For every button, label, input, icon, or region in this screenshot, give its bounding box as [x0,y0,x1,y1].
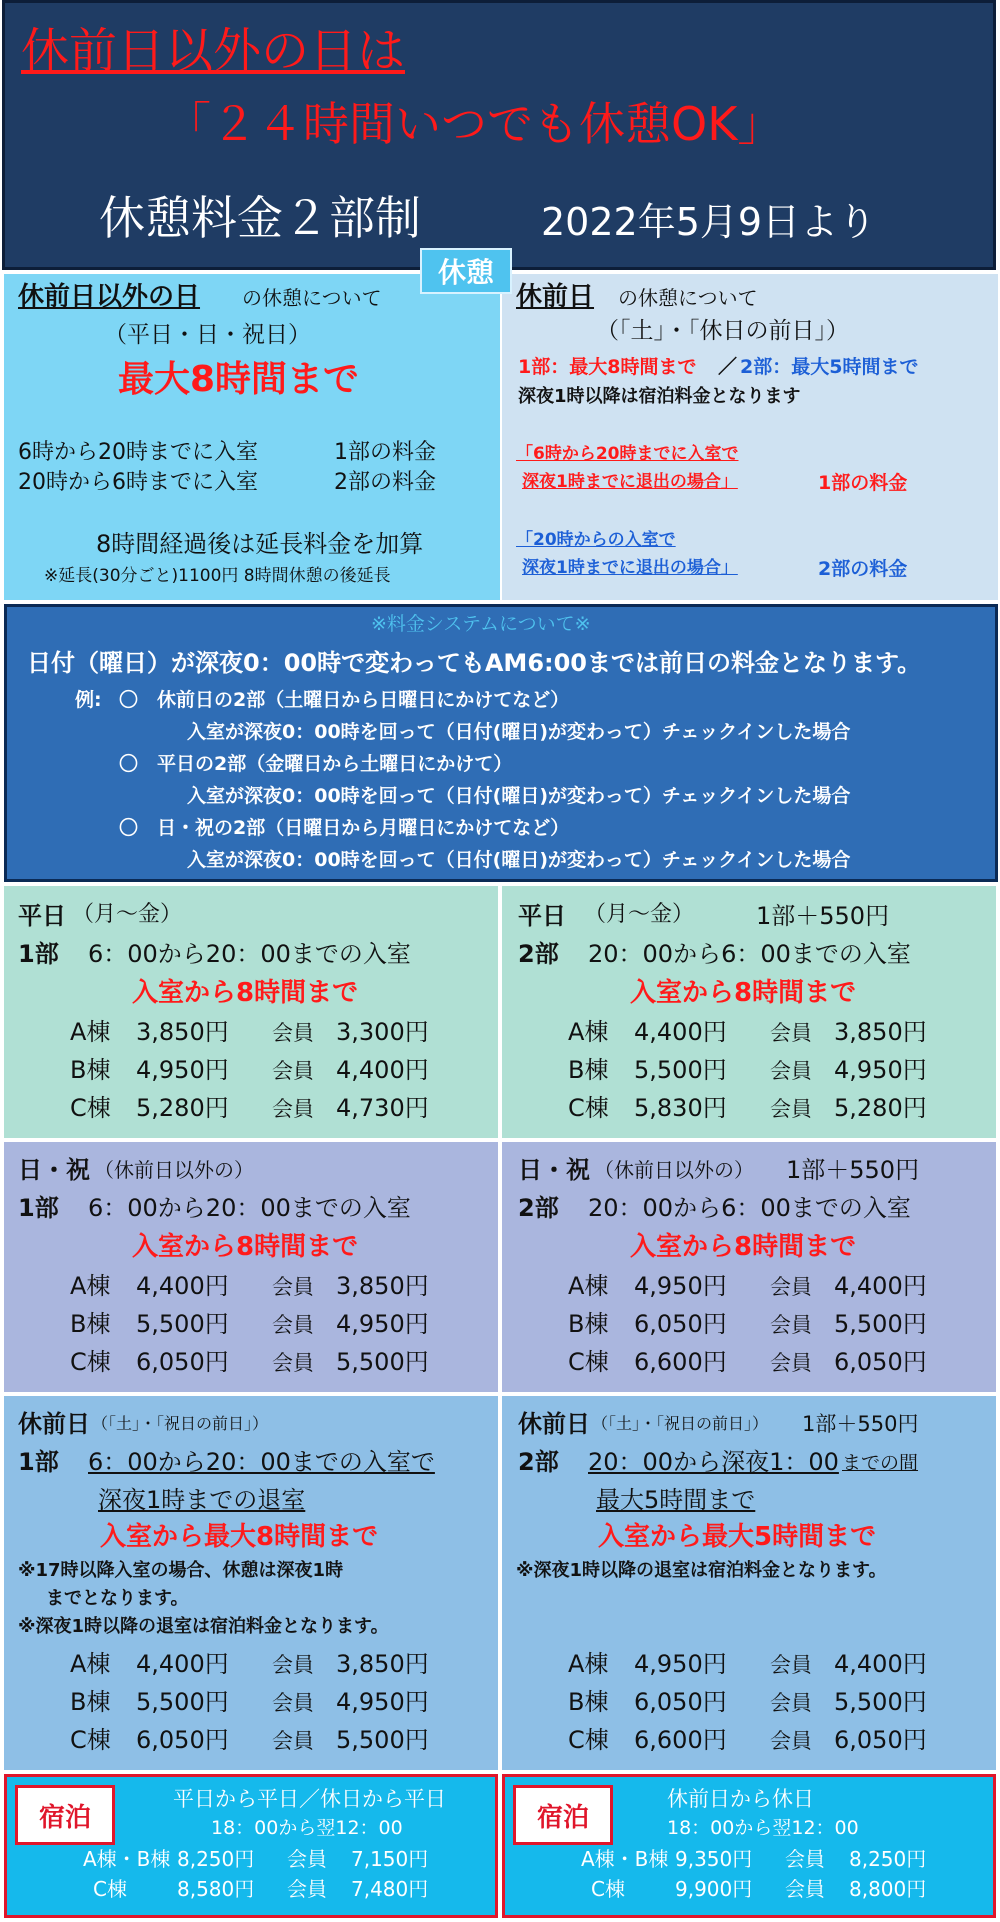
price: 5,500円 [136,1310,229,1338]
entry-time: 20：00から深夜1：00 [588,1448,839,1476]
surcharge: 1部＋550円 [786,1156,920,1184]
case2-line2: 深夜1時までに退出の場合」 [522,558,738,578]
member-label: 会員 [272,1653,314,1677]
building-label: C棟 [591,1877,625,1901]
note: ※深夜1時以降の退室は宿泊料金となります。 [18,1616,389,1637]
member-label: 会員 [770,1313,812,1337]
member-price: 5,500円 [336,1348,429,1376]
header-line1: 休前日以外の日は [21,23,406,79]
member-label: 会員 [287,1847,327,1871]
stay-time: 18：00から翌12：00 [211,1817,403,1839]
panel-title-paren: （「土」・「祝日の前日」） [592,1414,769,1433]
building-label: B棟 [70,1310,111,1338]
case2-part: 2部の料金 [818,558,908,580]
holiday-eve-part1-max: 1部：最大8時間まで [518,356,697,378]
holiday-eve-title-suffix: の休憩について [618,286,758,310]
stay-limit: 入室から8時間まで [132,978,359,1008]
stay-title: 平日から平日／休日から平日 [173,1787,446,1811]
note: ※深夜1時以降の退室は宿泊料金となります。 [516,1560,887,1581]
part-label: 2部 [518,1448,559,1476]
price: 9,900円 [675,1877,753,1901]
holiday-eve-part2-max: 2部：最大5時間まで [740,356,919,378]
entry-time: 20：00から6：00までの入室 [588,1194,911,1222]
non-holiday-eve-title: 休前日以外の日 [18,282,201,312]
price: 3,850円 [136,1018,229,1046]
member-price: 7,480円 [351,1877,429,1901]
holiday-eve-note: 深夜1時以降は宿泊料金となります [518,386,801,407]
price: 4,950円 [634,1272,727,1300]
fee-system-panel [4,604,998,882]
building-label: C棟 [568,1348,609,1376]
member-label: 会員 [272,1313,314,1337]
member-label: 会員 [770,1691,812,1715]
price: 4,950円 [136,1056,229,1084]
building-label: B棟 [568,1688,609,1716]
holiday-eve-title: 休前日 [516,282,595,312]
example-title: 日・祝の2部（日曜日から月曜日にかけてなど） [157,817,570,839]
rest-tag: 休憩 [420,248,512,294]
member-price: 3,850円 [336,1272,429,1300]
entry-time-suffix: までの間 [842,1452,919,1474]
header-line2: 「２４時間いつでも休憩OK」 [165,97,784,151]
member-price: 6,050円 [834,1348,927,1376]
entry-time: 6：00から20：00までの入室 [88,1194,411,1222]
panel-title-paren: （月～金） [584,902,695,927]
price: 5,500円 [634,1056,727,1084]
building-label: A棟 [70,1272,111,1300]
sunday-part2-panel [500,1140,998,1394]
non-holiday-eve-row1-part: 1部の料金 [334,440,436,465]
member-price: 5,500円 [336,1726,429,1754]
price: 4,400円 [136,1650,229,1678]
building-label: A棟 [568,1272,609,1300]
building-label: A棟 [568,1650,609,1678]
entry-time: 6：00から20：00までの入室で [88,1448,435,1476]
case1-line1: 「6時から20時までに入室で [516,444,739,464]
member-price: 8,250円 [849,1847,927,1871]
member-label: 会員 [770,1729,812,1753]
example-detail: 入室が深夜0：00時を回って（日付(曜日)が変わって）チェックインした場合 [187,721,851,743]
building-label: A棟 [70,1018,111,1046]
stay-time: 18：00から翌12：00 [667,1817,859,1839]
panel-title: 日・祝 [18,1156,90,1184]
fee-system-heading: ※料金システムについて※ [371,613,591,635]
building-label: C棟 [70,1348,111,1376]
stay-left-panel [4,1774,498,1918]
example-title: 休前日の2部（土曜日から日曜日にかけてなど） [157,689,570,711]
member-price: 4,950円 [834,1056,927,1084]
building-label: C棟 [70,1726,111,1754]
building-label: C棟 [70,1094,111,1122]
member-price: 4,730円 [336,1094,429,1122]
eve-part2-panel [500,1394,998,1772]
note: までとなります。 [46,1588,189,1609]
non-holiday-eve-row2-time: 20時から6時までに入室 [18,470,258,495]
price: 6,600円 [634,1726,727,1754]
price: 4,950円 [634,1650,727,1678]
panel-title: 休前日 [518,1410,590,1438]
building-label: B棟 [70,1688,111,1716]
fee-system-main: 日付（曜日）が深夜0：00時で変わってもAM6:00までは前日の料金となります。 [27,649,922,677]
price: 9,350円 [675,1847,753,1871]
header-banner [2,0,996,270]
member-price: 8,800円 [849,1877,927,1901]
member-price: 5,500円 [834,1688,927,1716]
member-label: 会員 [785,1847,825,1871]
panel-title: 平日 [18,902,66,930]
stay-limit: 入室から8時間まで [132,1232,359,1262]
member-price: 3,850円 [834,1018,927,1046]
price: 6,600円 [634,1348,727,1376]
header-date: 2022年5月9日より [541,200,877,244]
case2-line1: 「20時からの入室で [516,530,676,550]
member-price: 5,280円 [834,1094,927,1122]
part-label: 1部 [18,1194,59,1222]
max-duration: 最大5時間まで [596,1486,756,1514]
stay-limit: 入室から最大5時間まで [598,1522,877,1552]
panel-title-paren: （月～金） [72,902,183,927]
extension-note: ※延長(30分ごと)1100円 8時間休憩の後延長 [44,566,391,586]
weekday-part2-panel [500,884,998,1140]
member-label: 会員 [272,1097,314,1121]
member-label: 会員 [272,1729,314,1753]
panel-title-paren: （休前日以外の） [594,1158,754,1182]
non-holiday-eve-row2-part: 2部の料金 [334,470,436,495]
member-label: 会員 [770,1275,812,1299]
building-label: B棟 [568,1310,609,1338]
non-holiday-eve-panel [4,274,500,600]
building-label: C棟 [568,1726,609,1754]
stay-title: 休前日から休日 [667,1787,814,1811]
eve-part1-panel [2,1394,500,1772]
surcharge: 1部＋550円 [756,902,890,930]
member-label: 会員 [272,1691,314,1715]
member-label: 会員 [272,1059,314,1083]
non-holiday-eve-max: 最大8時間まで [118,359,360,400]
entry-time: 6：00から20：00までの入室 [88,940,411,968]
example-bullet: 〇 [119,689,139,711]
holiday-eve-days: （「土」・「休日の前日」） [596,318,849,344]
panel-title-paren: （「土」・「祝日の前日」） [92,1414,269,1433]
stay-limit: 入室から8時間まで [630,978,857,1008]
price: 5,500円 [136,1688,229,1716]
price: 4,400円 [136,1272,229,1300]
member-price: 4,950円 [336,1310,429,1338]
member-label: 会員 [287,1877,327,1901]
price: 6,050円 [136,1726,229,1754]
price: 6,050円 [634,1688,727,1716]
case1-line2: 深夜1時までに退出の場合」 [522,472,738,492]
panel-title: 平日 [518,902,566,930]
price: 5,280円 [136,1094,229,1122]
member-label: 会員 [785,1877,825,1901]
panel-title: 休前日 [18,1410,90,1438]
stay-limit: 入室から最大8時間まで [100,1522,379,1552]
member-label: 会員 [272,1275,314,1299]
stay-right-panel [502,1774,996,1918]
stay-limit: 入室から8時間まで [630,1232,857,1262]
building-label: C棟 [568,1094,609,1122]
part-label: 1部 [18,1448,59,1476]
price: 8,580円 [177,1877,255,1901]
example-bullet: 〇 [119,753,139,775]
example-detail: 入室が深夜0：00時を回って（日付(曜日)が変わって）チェックインした場合 [187,849,851,871]
example-title: 平日の2部（金曜日から土曜日にかけて） [157,753,513,775]
stay-tag: 宿泊 [513,1785,613,1845]
panel-title-paren: （休前日以外の） [94,1158,254,1182]
building-label: B棟 [568,1056,609,1084]
building-label: A棟・B棟 [581,1847,669,1871]
member-price: 7,150円 [351,1847,429,1871]
sunday-part1-panel [2,1140,500,1394]
holiday-eve-panel [502,274,998,600]
member-label: 会員 [272,1021,314,1045]
member-label: 会員 [770,1653,812,1677]
member-price: 4,950円 [336,1688,429,1716]
member-price: 4,400円 [834,1272,927,1300]
stay-tag: 宿泊 [15,1785,115,1845]
part-label: 1部 [18,940,59,968]
weekday-part1-panel [2,884,500,1140]
example-detail: 入室が深夜0：00時を回って（日付(曜日)が変わって）チェックインした場合 [187,785,851,807]
example-bullet: 〇 [119,817,139,839]
entry-time: 20：00から6：00までの入室 [588,940,911,968]
price: 8,250円 [177,1847,255,1871]
member-price: 4,400円 [834,1650,927,1678]
building-label: C棟 [93,1877,127,1901]
header-line3: 休憩料金２部制 [99,191,421,245]
part-label: 2部 [518,1194,559,1222]
extension-text: 8時間経過後は延長料金を加算 [96,530,424,558]
building-label: A棟 [568,1018,609,1046]
building-label: B棟 [70,1056,111,1084]
non-holiday-eve-days: （平日・日・祝日） [104,322,311,348]
member-label: 会員 [770,1097,812,1121]
member-label: 会員 [272,1351,314,1375]
note: ※17時以降入室の場合、休憩は深夜1時 [18,1560,344,1581]
panel-title: 日・祝 [518,1156,590,1184]
non-holiday-eve-title-suffix: の休憩について [242,286,382,310]
exit-time: 深夜1時までの退室 [98,1486,306,1514]
member-price: 5,500円 [834,1310,927,1338]
part-label: 2部 [518,940,559,968]
case1-part: 1部の料金 [818,472,908,494]
member-label: 会員 [770,1059,812,1083]
member-price: 4,400円 [336,1056,429,1084]
building-label: A棟・B棟 [83,1847,171,1871]
price: 6,050円 [634,1310,727,1338]
example-label: 例: [75,689,102,711]
price: 6,050円 [136,1348,229,1376]
surcharge: 1部＋550円 [802,1412,919,1436]
member-price: 3,850円 [336,1650,429,1678]
non-holiday-eve-row1-time: 6時から20時までに入室 [18,440,258,465]
holiday-eve-slash: ／ [718,356,738,378]
member-label: 会員 [770,1351,812,1375]
member-label: 会員 [770,1021,812,1045]
member-price: 6,050円 [834,1726,927,1754]
price: 5,830円 [634,1094,727,1122]
building-label: A棟 [70,1650,111,1678]
member-price: 3,300円 [336,1018,429,1046]
price: 4,400円 [634,1018,727,1046]
